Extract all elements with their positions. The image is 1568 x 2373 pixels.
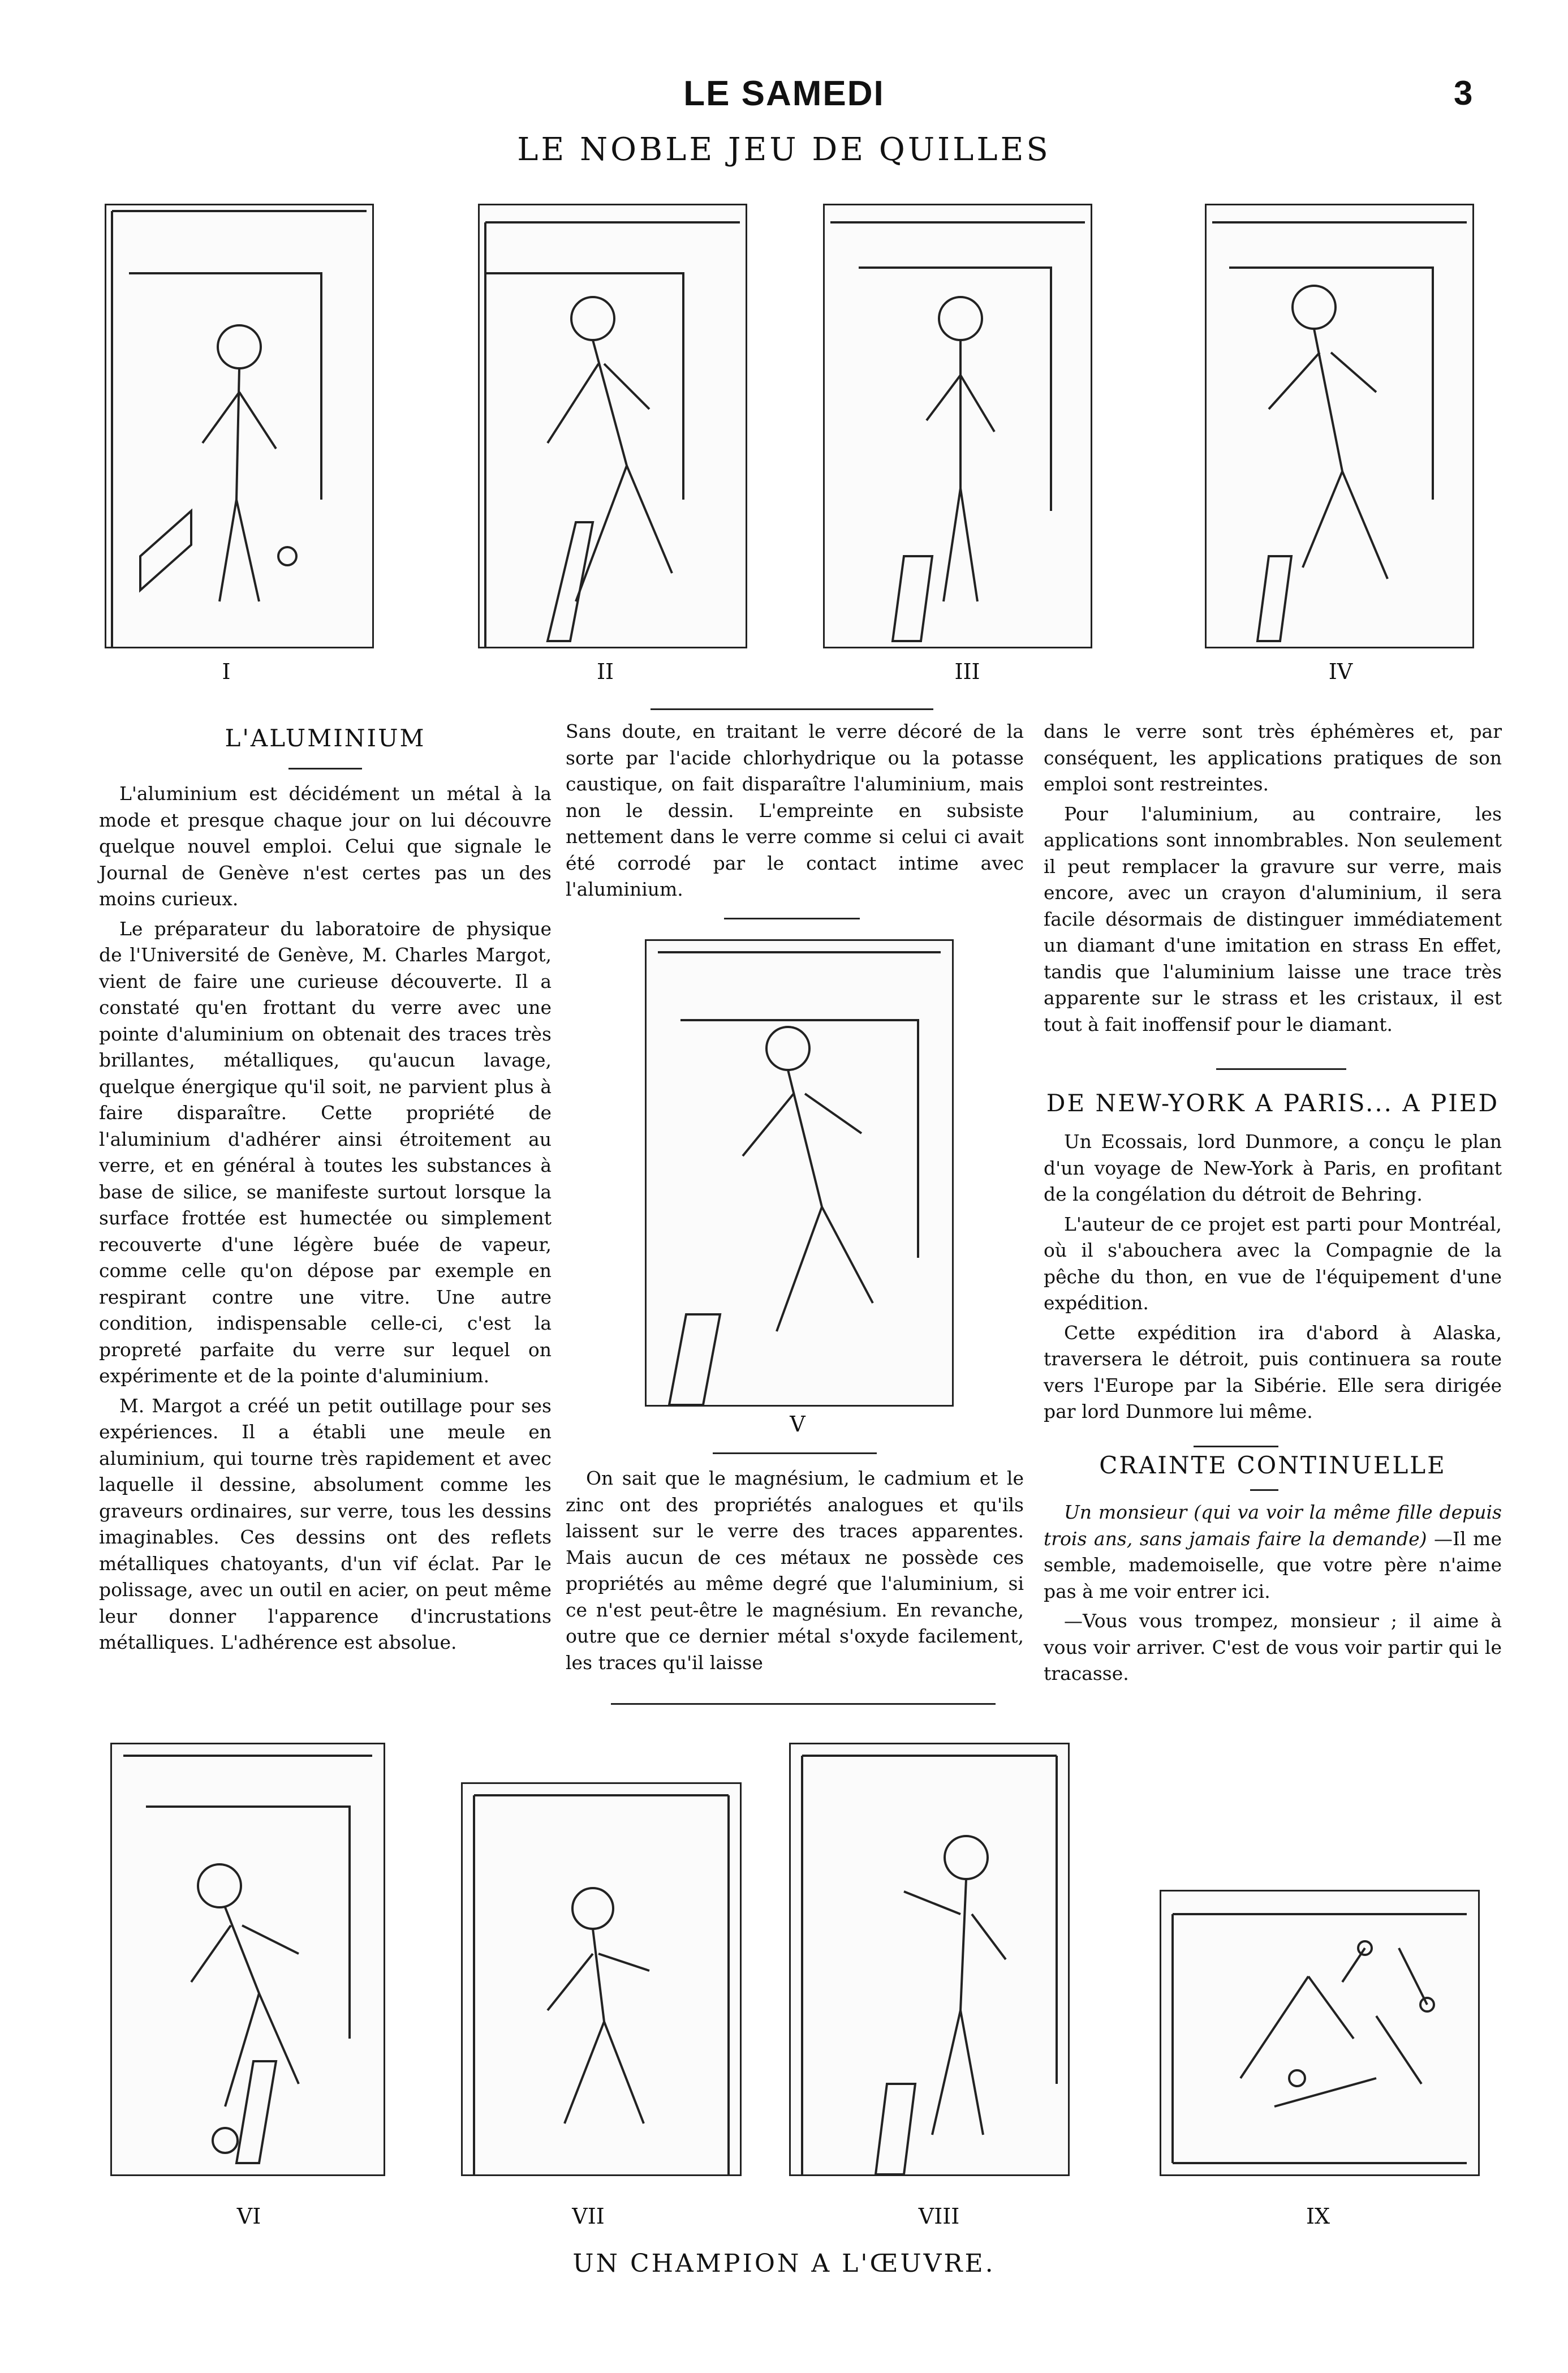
column-rule bbox=[713, 1452, 877, 1454]
figure-label-1: I bbox=[222, 659, 231, 684]
column-1 bbox=[99, 781, 552, 1660]
column-rule bbox=[724, 918, 860, 919]
paragraph bbox=[1044, 1499, 1502, 1605]
column-rule bbox=[651, 708, 933, 710]
figure-label-7: VII bbox=[572, 2204, 605, 2229]
column-3 bbox=[1044, 719, 1502, 1041]
illustration-7 bbox=[461, 1782, 742, 2176]
paragraph: Sans doute, en traitant le verre décoré de la sorte par l'acide chlorhydrique ou la potasse caustique, on fait disparaître l'aluminium, mais non le dessin. L'empreinte en subsiste nettement dans le verre comme si celui ci avait été corrodé par le contact intime avec l'aluminium. bbox=[566, 720, 1024, 900]
illustration-9 bbox=[1160, 1890, 1480, 2176]
paragraph: —Vous vous trompez, monsieur ; il aime à vous voir arriver. C'est de vous voir partir qui le tracasse. bbox=[1044, 1610, 1502, 1684]
figure-label-4: IV bbox=[1328, 659, 1353, 684]
article-crainte bbox=[1044, 1499, 1502, 1691]
figure-label-6: VI bbox=[236, 2204, 261, 2229]
paragraph: L'auteur de ce projet est parti pour Montréal, où il s'abouchera avec la Compagnie de la pêche du thon, en vue de l'équipement d'une expédition. bbox=[1044, 1213, 1502, 1314]
title-rule bbox=[1250, 1489, 1278, 1491]
bottom-caption: UN CHAMPION A L'ŒUVRE. bbox=[572, 2249, 996, 2278]
figure-label-9: IX bbox=[1306, 2204, 1330, 2229]
column-2-bottom bbox=[566, 1465, 1024, 1679]
column-rule bbox=[1194, 1446, 1278, 1447]
illustration-8 bbox=[789, 1743, 1070, 2176]
figure-label-3: III bbox=[954, 659, 980, 684]
illustration-2 bbox=[478, 204, 747, 648]
article-title-new-york: DE NEW-YORK A PARIS... A PIED bbox=[1046, 1089, 1500, 1117]
dialogue: —Il me semble, mademoiselle, que votre père n'aime pas à me voir entrer ici. bbox=[1044, 1527, 1502, 1602]
article-title-aluminium: L'ALUMINIUM bbox=[225, 724, 426, 752]
illustration-6 bbox=[110, 1743, 385, 2176]
illustration-1 bbox=[105, 204, 374, 648]
paragraph: dans le verre sont très éphémères et, par conséquent, les applications pratiques de son emploi sont restreintes. bbox=[1044, 720, 1502, 795]
illustration-5 bbox=[645, 939, 954, 1407]
figure-label-8: VIII bbox=[918, 2204, 960, 2229]
paragraph: Cette expédition ira d'abord à Alaska, traversera le détroit, puis continuera sa route vers l'Europe par la Sibérie. Elle sera dirigée par lord Dunmore lui même. bbox=[1044, 1321, 1502, 1422]
column-rule bbox=[1216, 1068, 1346, 1070]
article-title-crainte: CRAINTE CONTINUELLE bbox=[1099, 1451, 1446, 1479]
italic-intro: Un monsieur (qui va voir la même fille depuis trois ans, sans jamais faire la demande) bbox=[1044, 1501, 1502, 1550]
paragraph: M. Margot a créé un petit outillage pour ses expériences. Il a établi une meule en aluminium, qui tourne très rapidement et avec laquelle il dessine, absolument comme les graveurs ordinaires, sur verre, tous les dessins imaginables. Ces dessins ont des reflets métalliques chatoyants, d'un vif éclat. Par le polissage, avec un outil en acier, on peut même leur donner l'apparence d'incrustations métalliques. L'adhérence est absolue. bbox=[99, 1394, 552, 1653]
paragraph: L'aluminium est décidément un métal à la mode et presque chaque jour on lui découvre quelque nouvel emploi. Celui que signale le Journal de Genève n'est certes pas un des moins curieux. bbox=[99, 783, 552, 910]
article-new-york bbox=[1044, 1129, 1502, 1429]
page-subtitle: LE NOBLE JEU DE QUILLES bbox=[517, 131, 1051, 168]
figure-label-2: II bbox=[596, 659, 614, 684]
column-2-top bbox=[566, 719, 1024, 906]
paragraph: Un Ecossais, lord Dunmore, a conçu le plan d'un voyage de New-York à Paris, en profitant de la congélation du détroit de Behring. bbox=[1044, 1130, 1502, 1205]
illustration-3 bbox=[823, 204, 1092, 648]
section-rule bbox=[611, 1703, 996, 1705]
figure-label-5: V bbox=[790, 1412, 805, 1437]
masthead: LE SAMEDI bbox=[683, 74, 885, 113]
paragraph: Pour l'aluminium, au contraire, les applications sont innombrables. Non seulement il peut remplacer la gravure sur verre, mais encore, avec un crayon d'aluminium, il sera facile désormais de distinguer immédiatement un diamant d'une imitation en strass En effet, tandis que l'aluminium laisse une trace très apparente sur le strass et les cristaux, il est tout à fait inoffensif pour le diamant. bbox=[1044, 802, 1502, 1035]
page-number: 3 bbox=[1454, 74, 1473, 112]
paragraph: Le préparateur du laboratoire de physique de l'Université de Genève, M. Charles Margot, vient de faire une curieuse découverte. Il a constaté qu'en frottant du verre avec une pointe d'aluminium on obtenait des traces très brillantes, métalliques, qu'aucun lavage, quelque énergique qu'il soit, ne parvient plus à faire disparaître. Cette propriété de l'aluminium d'adhérer ainsi étroitement au verre, et en général à toutes les substances à base de silice, se manifeste surtout lorsque la surface frottée est humectée ou simplement recouverte d'une légère buée de vapeur, comme celle qu'on dépose par exemple en respirant contre une vitre. Une autre condition, indispensable celle-ci, c'est la propreté parfaite du verre sur lequel on expérimente et de la pointe d'aluminium. bbox=[99, 917, 552, 1387]
paragraph: On sait que le magnésium, le cadmium et le zinc ont des propriétés analogues et qu'ils laissent sur le verre des traces apparentes. Mais aucun de ces métaux ne possède ces propriétés au même degré que l'aluminium, si ce n'est peut-être le magnésium. En revanche, outre que ce dernier métal s'oxyde facilement, les traces qu'il laisse bbox=[566, 1467, 1024, 1674]
title-rule bbox=[288, 768, 362, 769]
illustration-4 bbox=[1205, 204, 1474, 648]
